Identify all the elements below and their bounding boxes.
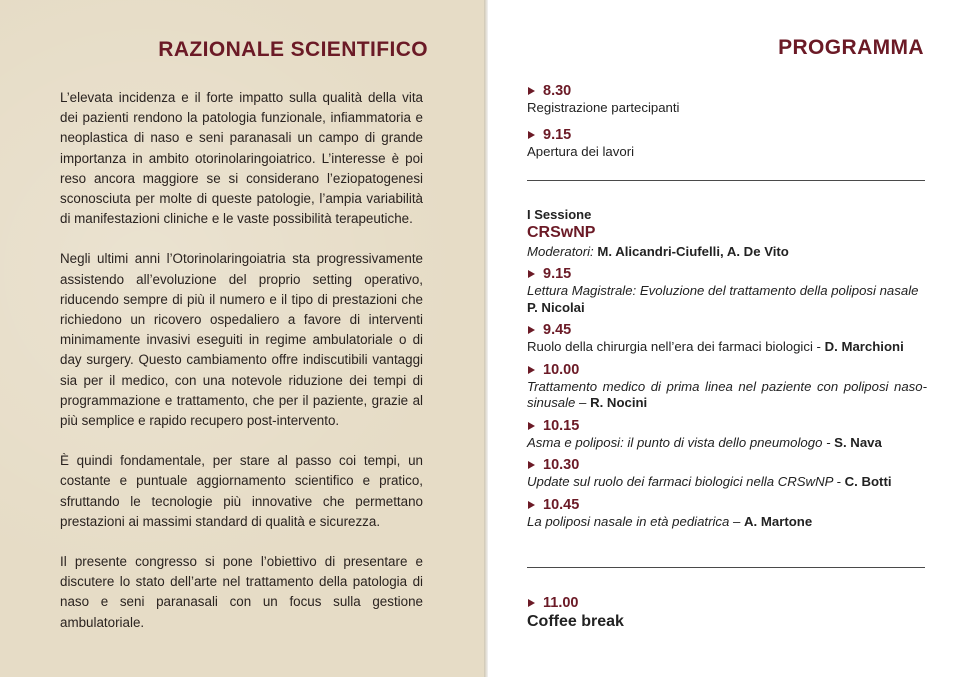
opening-block xyxy=(527,82,927,160)
session-block xyxy=(527,207,927,530)
moderators xyxy=(527,243,927,260)
talk-item xyxy=(527,456,927,491)
break-label: Coffee break xyxy=(527,613,624,630)
talk-title: Update sul ruolo dei farmaci biologici nella CRSwNP - xyxy=(527,474,841,489)
talk-item xyxy=(527,496,927,531)
talk-title: La poliposi nasale in età pediatrica – xyxy=(527,513,741,529)
divider xyxy=(527,180,925,181)
talk-title: Trattamento medico di prima linea nel paziente con poliposi naso-sinusale – xyxy=(527,378,927,410)
talk-item xyxy=(527,417,927,452)
talk-speaker: P. Nicolai xyxy=(527,299,585,315)
talk-speaker: R. Nocini xyxy=(590,395,648,410)
talk-item xyxy=(527,321,927,356)
schedule-item xyxy=(527,126,927,161)
session-label: I Sessione xyxy=(527,207,592,222)
break-block xyxy=(527,594,927,632)
talk-speaker: A. Martone xyxy=(744,513,813,529)
talk-time: 10.00 xyxy=(543,361,580,378)
talk-time: 10.30 xyxy=(543,457,580,473)
bullet-arrow-icon xyxy=(528,131,535,139)
rationale-body xyxy=(60,88,423,653)
talk-item xyxy=(527,265,927,316)
talk-speaker: C. Botti xyxy=(844,474,892,489)
talk-speaker: D. Marchioni xyxy=(824,339,904,354)
schedule-desc: Registrazione partecipanti xyxy=(527,100,680,115)
talk-speaker: S. Nava xyxy=(834,434,882,450)
break-time: 11.00 xyxy=(543,595,579,611)
divider xyxy=(527,567,925,568)
bullet-arrow-icon xyxy=(528,270,535,278)
schedule-time: 8.30 xyxy=(543,83,572,99)
schedule-time: 9.15 xyxy=(543,126,572,143)
bullet-arrow-icon xyxy=(528,366,535,374)
talk-time: 10.15 xyxy=(543,417,580,434)
rationale-paragraph: Negli ultimi anni l’Otorinolaringoiatria sta progressivamente assistendo all’evoluzione del proprio setting operativo, riducendo sempre di più il numero e il tipo di prestazioni che richiedono un ricovero ospedaliero a favore di interventi minimamente invasivi eseguiti in regime ambulatoriale o di day surgery. Questo cambiamento offre indiscutibili vantaggi sia per il medico, con una notevole riduzione dei tempi di programmazione e trattamento, che per il paziente, grazie al più semplice e rapido recupero post-intervento. xyxy=(60,251,423,429)
rationale-title: RAZIONALE SCIENTIFICO xyxy=(158,38,428,61)
talk-item xyxy=(527,361,927,412)
bullet-arrow-icon xyxy=(528,501,535,509)
program-title: PROGRAMMA xyxy=(778,36,924,59)
bullet-arrow-icon xyxy=(528,326,535,334)
session-title: CRSwNP xyxy=(527,224,596,241)
talk-time: 9.15 xyxy=(543,266,572,282)
rationale-paragraph: L’elevata incidenza e il forte impatto sulla qualità della vita dei pazienti rendono la patologia funzionale, infiammatoria e neoplastica di naso e seni paranasali un campo di grande importanza in ambito otorinolaringoiatrico. L’interesse è poi reso ancora maggiore se si considerano l’eziopatogenesi sconosciuta per molte di queste patologie, l’ampia variabilità di manifestazioni cliniche e le vaste possibilità terapeutiche. xyxy=(60,90,423,227)
bullet-arrow-icon xyxy=(528,87,535,95)
bullet-arrow-icon xyxy=(528,422,535,430)
bullet-arrow-icon xyxy=(528,461,535,469)
talk-time: 9.45 xyxy=(543,322,572,338)
talk-title: Asma e poliposi: il punto di vista dello pneumologo - xyxy=(527,434,831,450)
schedule-desc: Apertura dei lavori xyxy=(527,143,635,159)
schedule-item xyxy=(527,82,927,117)
rationale-paragraph: È quindi fondamentale, per stare al passo coi tempi, un costante e puntuale aggiornamento scientifico e pratico, sfruttando le tecnologie più innovative che permettano prestazioni ai massimi standard di qualità e sicurezza. xyxy=(60,453,423,529)
talk-title: Lettura Magistrale: Evoluzione del trattamento della poliposi nasale xyxy=(527,283,919,298)
talk-time: 10.45 xyxy=(543,496,580,513)
talk-title: Ruolo della chirurgia nell’era dei farmaci biologici - xyxy=(527,339,821,354)
rationale-paragraph: Il presente congresso si pone l’obiettivo di presentare e discutere lo stato dell’arte nel trattamento della patologia di naso e seni paranasali con un focus sulla gestione ambulatoriale. xyxy=(60,554,423,630)
moderators-names: M. Alicandri-Ciufelli, A. De Vito xyxy=(597,244,789,259)
bullet-arrow-icon xyxy=(528,599,535,607)
moderators-label: Moderatori: xyxy=(527,244,594,259)
